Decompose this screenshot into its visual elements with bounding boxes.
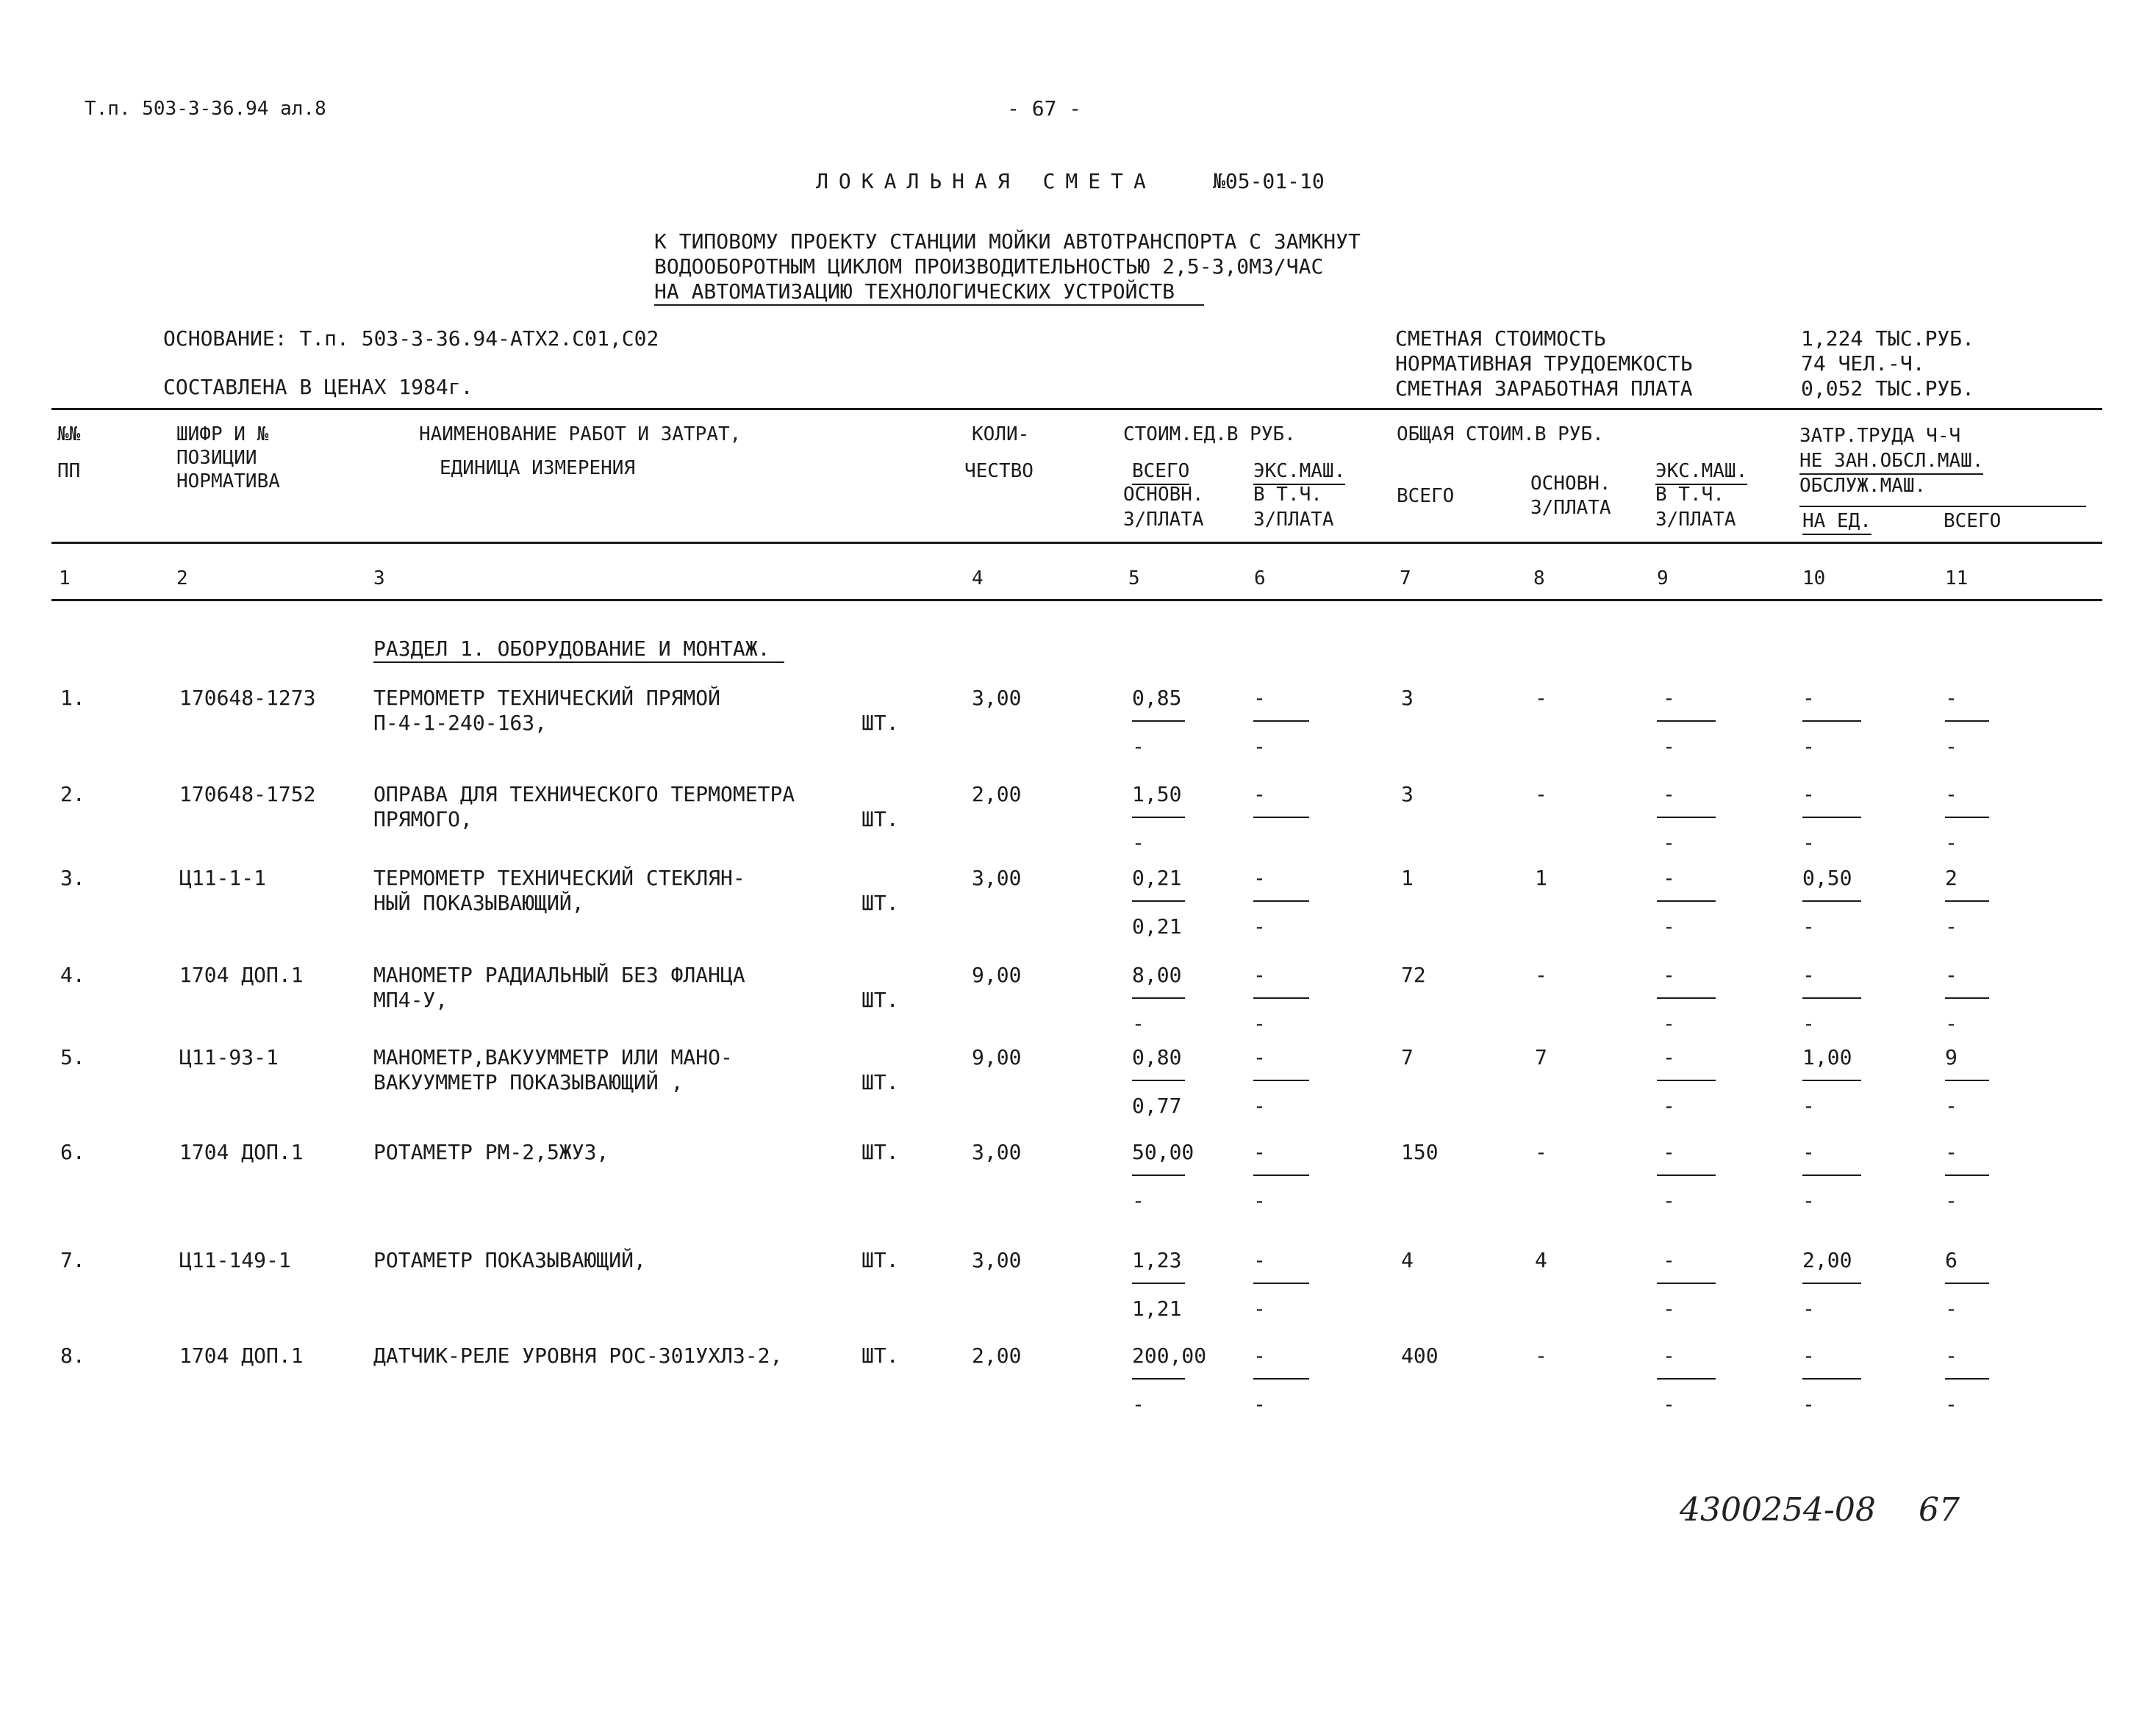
row-4-unit: ШТ. [862, 988, 899, 1012]
row-7-c9: - [1663, 1248, 1675, 1272]
col-code-label-2: ПОЗИЦИИ [176, 447, 257, 469]
handwritten-archive-number: 4300254-08 [1680, 1491, 1876, 1529]
row-6-c11b: - [1945, 1188, 1957, 1213]
row-8-c9b: - [1663, 1392, 1675, 1416]
row-1-code: 170648-1273 [179, 686, 316, 710]
row-6-c5-rule [1132, 1174, 1185, 1176]
row-8-c10b: - [1802, 1392, 1815, 1416]
col9-label-2: В Т.Ч. [1655, 484, 1724, 506]
row-2-c10: - [1802, 782, 1815, 806]
row-3-c8: 1 [1535, 866, 1547, 890]
row-8-c5: 200,00 [1132, 1344, 1207, 1368]
col7-label: ВСЕГО [1397, 485, 1455, 507]
col11-label: ВСЕГО [1944, 510, 2002, 532]
row-4-c5b: - [1132, 1011, 1145, 1036]
row-1-c11-rule [1945, 720, 1989, 722]
row-1-c5b: - [1132, 734, 1145, 758]
row-8-c11b: - [1945, 1392, 1957, 1416]
total-cost-group-label: ОБЩАЯ СТОИМ.В РУБ. [1397, 423, 1604, 445]
row-6-c6: - [1253, 1140, 1266, 1164]
row-2-c9b: - [1663, 831, 1675, 855]
row-7-c10b: - [1802, 1296, 1815, 1321]
row-5-c11b: - [1945, 1094, 1957, 1118]
row-3-name2: НЫЙ ПОКАЗЫВАЮЩИЙ, [373, 891, 584, 915]
row-1-c6-rule [1253, 720, 1309, 722]
row-4-c6: - [1253, 963, 1266, 987]
row-2-n: 2. [60, 782, 85, 806]
row-1-name1: ТЕРМОМЕТР ТЕХНИЧЕСКИЙ ПРЯМОЙ [373, 686, 721, 710]
col-name-label-2: ЕДИНИЦА ИЗМЕРЕНИЯ [440, 457, 636, 479]
col5-label-2: ОСНОВН. [1123, 484, 1204, 506]
row-7-unit: ШТ. [862, 1248, 899, 1272]
row-5-c5b: 0,77 [1132, 1094, 1182, 1118]
row-3-n: 3. [60, 866, 85, 890]
row-8-c9: - [1663, 1344, 1675, 1368]
col-number-7: 7 [1400, 567, 1411, 589]
col-number-9: 9 [1657, 567, 1669, 589]
row-1-c9b: - [1663, 734, 1675, 758]
row-3-c7: 1 [1401, 866, 1414, 890]
row-8-c6b: - [1253, 1392, 1266, 1416]
col6-label-3: З/ПЛАТА [1253, 509, 1334, 531]
row-3-c10-rule [1802, 900, 1861, 902]
row-5-qty: 9,00 [972, 1045, 1022, 1069]
row-8-c10-rule [1802, 1378, 1861, 1380]
row-1-c9-rule [1657, 720, 1716, 722]
subtitle-line-3: НА АВТОМАТИЗАЦИЮ ТЕХНОЛОГИЧЕСКИХ УСТРОЙСТВ [654, 281, 1204, 306]
row-2-c7: 3 [1401, 782, 1414, 806]
price-basis: СОСТАВЛЕНА В ЦЕНАХ 1984г. [163, 375, 473, 399]
row-4-c7: 72 [1401, 963, 1426, 987]
row-6-c9b: - [1663, 1188, 1675, 1213]
row-4-c9b: - [1663, 1011, 1675, 1036]
col-name-label-1: НАИМЕНОВАНИЕ РАБОТ И ЗАТРАТ, [419, 423, 742, 445]
row-4-c10: - [1802, 963, 1815, 987]
estimated-cost-label: СМЕТНАЯ СТОИМОСТЬ [1395, 326, 1606, 351]
row-5-c7: 7 [1401, 1045, 1414, 1069]
page-number: - 67 - [1007, 96, 1082, 121]
row-5-code: Ц11-93-1 [179, 1045, 279, 1069]
row-2-qty: 2,00 [972, 782, 1022, 806]
row-1-c6: - [1253, 686, 1266, 710]
row-2-c5b: - [1132, 831, 1145, 855]
col-number-10: 10 [1802, 567, 1826, 589]
row-7-c6-rule [1253, 1283, 1309, 1284]
row-3-c11b: - [1945, 914, 1957, 939]
row-8-unit: ШТ. [862, 1344, 899, 1368]
row-7-c11-rule [1945, 1283, 1989, 1284]
row-3-c11: 2 [1945, 866, 1957, 890]
handwritten-page-number: 67 [1919, 1491, 1960, 1529]
row-8-c5b: - [1132, 1392, 1145, 1416]
row-6-c10: - [1802, 1140, 1815, 1164]
row-4-c9-rule [1657, 997, 1716, 999]
project-reference: Т.п. 503-3-36.94 ал.8 [85, 98, 326, 120]
row-5-c11: 9 [1945, 1045, 1957, 1069]
header-bottom-rule [51, 542, 2102, 544]
labor-intensity-label: НОРМАТИВНАЯ ТРУДОЕМКОСТЬ [1395, 351, 1693, 376]
row-2-c11-rule [1945, 817, 1989, 818]
row-3-c5: 0,21 [1132, 866, 1182, 890]
row-8-name1: ДАТЧИК-РЕЛЕ УРОВНЯ РОС-301УХЛ3-2, [373, 1344, 783, 1368]
row-3-c10b: - [1802, 914, 1815, 939]
row-5-c9b: - [1663, 1094, 1675, 1118]
row-7-c5: 1,23 [1132, 1248, 1182, 1272]
labor-sub-label-1: НЕ ЗАН.ОБСЛ.МАШ. [1799, 450, 1983, 475]
row-6-c11: - [1945, 1140, 1957, 1164]
col-number-4: 4 [972, 567, 984, 589]
row-7-c10-rule [1802, 1283, 1861, 1284]
row-7-n: 7. [60, 1248, 85, 1272]
row-2-c9-rule [1657, 817, 1716, 818]
row-8-c6: - [1253, 1344, 1266, 1368]
col-number-8: 8 [1533, 567, 1545, 589]
row-8-c11: - [1945, 1344, 1957, 1368]
col6-label-1: ЭКС.МАШ. [1253, 460, 1345, 485]
row-3-c5b: 0,21 [1132, 914, 1182, 939]
row-7-qty: 3,00 [972, 1248, 1022, 1272]
row-5-c11-rule [1945, 1080, 1989, 1081]
row-2-c11b: - [1945, 831, 1957, 855]
row-2-c6-rule [1253, 817, 1309, 818]
row-3-c6-rule [1253, 900, 1309, 902]
row-5-c10: 1,00 [1802, 1045, 1852, 1069]
col-number-1: 1 [59, 567, 71, 589]
subtitle-line-1: К ТИПОВОМУ ПРОЕКТУ СТАНЦИИ МОЙКИ АВТОТРАНСПОРТА С ЗАМКНУТ [654, 229, 1361, 254]
row-4-c9: - [1663, 963, 1675, 987]
col-qty-label-2: ЧЕСТВО [964, 460, 1034, 482]
col5-label-1: ВСЕГО [1132, 460, 1189, 485]
row-8-qty: 2,00 [972, 1344, 1022, 1368]
row-1-c6b: - [1253, 734, 1266, 758]
row-3-c5-rule [1132, 900, 1185, 902]
row-4-code: 1704 ДОП.1 [179, 963, 304, 987]
row-7-c5b: 1,21 [1132, 1296, 1182, 1321]
row-5-name2: ВАКУУММЕТР ПОКАЗЫВАЮЩИЙ , [373, 1070, 684, 1094]
row-7-c6b: - [1253, 1296, 1266, 1321]
col-number-2: 2 [176, 567, 188, 589]
row-6-c5b: - [1132, 1188, 1145, 1213]
row-4-c10-rule [1802, 997, 1861, 999]
row-4-name2: МП4-У, [373, 988, 448, 1012]
col6-label-2: В Т.Ч. [1253, 484, 1322, 506]
row-4-c10b: - [1802, 1011, 1815, 1036]
row-3-c6b: - [1253, 914, 1266, 939]
col-number-6: 6 [1254, 567, 1266, 589]
row-2-c8: - [1535, 782, 1547, 806]
row-1-c10b: - [1802, 734, 1815, 758]
col5-label-3: З/ПЛАТА [1123, 509, 1204, 531]
col10-label: НА ЕД. [1802, 510, 1871, 535]
row-6-c5: 50,00 [1132, 1140, 1194, 1164]
row-1-unit: ШТ. [862, 711, 899, 735]
row-4-name1: МАНОМЕТР РАДИАЛЬНЫЙ БЕЗ ФЛАНЦА [373, 963, 745, 987]
row-5-c5: 0,80 [1132, 1045, 1182, 1069]
row-1-c10-rule [1802, 720, 1861, 722]
estimated-cost-value: 1,224 ТЫС.РУБ. [1801, 326, 1975, 351]
row-1-c5: 0,85 [1132, 686, 1182, 710]
row-2-c6: - [1253, 782, 1266, 806]
row-2-c10b: - [1802, 831, 1815, 855]
col9-label-3: З/ПЛАТА [1655, 509, 1736, 531]
row-2-name1: ОПРАВА ДЛЯ ТЕХНИЧЕСКОГО ТЕРМОМЕТРА [373, 782, 795, 806]
row-6-name1: РОТАМЕТР РМ-2,5ЖУЗ, [373, 1140, 609, 1164]
row-8-c11-rule [1945, 1378, 1989, 1380]
row-7-name1: РОТАМЕТР ПОКАЗЫВАЮЩИЙ, [373, 1248, 646, 1272]
row-3-unit: ШТ. [862, 891, 899, 915]
col-number-5: 5 [1128, 567, 1140, 589]
row-8-c8: - [1535, 1344, 1547, 1368]
row-5-c5-rule [1132, 1080, 1185, 1081]
row-7-c10: 2,00 [1802, 1248, 1852, 1272]
row-8-c10: - [1802, 1344, 1815, 1368]
col-number-11: 11 [1945, 567, 1969, 589]
row-8-n: 8. [60, 1344, 85, 1368]
row-7-c11b: - [1945, 1296, 1957, 1321]
row-7-c9-rule [1657, 1283, 1716, 1284]
row-4-c5: 8,00 [1132, 963, 1182, 987]
col8-label-2: З/ПЛАТА [1530, 497, 1611, 519]
row-4-c6b: - [1253, 1011, 1266, 1036]
row-5-c9: - [1663, 1045, 1675, 1069]
row-1-c10: - [1802, 686, 1815, 710]
row-2-c5-rule [1132, 817, 1185, 818]
row-1-qty: 3,00 [972, 686, 1022, 710]
row-3-c6: - [1253, 866, 1266, 890]
row-6-code: 1704 ДОП.1 [179, 1140, 304, 1164]
row-5-unit: ШТ. [862, 1070, 899, 1094]
row-4-c5-rule [1132, 997, 1185, 999]
row-4-c11b: - [1945, 1011, 1957, 1036]
col-qty-label-1: КОЛИ- [972, 423, 1030, 445]
row-1-c11b: - [1945, 734, 1957, 758]
col-code-label-1: ШИФР И № [176, 423, 269, 445]
section-heading: РАЗДЕЛ 1. ОБОРУДОВАНИЕ И МОНТАЖ. [373, 638, 784, 663]
row-6-c9-rule [1657, 1174, 1716, 1176]
row-5-c6b: - [1253, 1094, 1266, 1118]
row-6-c7: 150 [1401, 1140, 1439, 1164]
basis-reference: ОСНОВАНИЕ: Т.п. 503-3-36.94-АТХ2.С01,С02 [163, 326, 659, 351]
row-2-c11: - [1945, 782, 1957, 806]
row-4-n: 4. [60, 963, 85, 987]
row-8-c5-rule [1132, 1378, 1185, 1380]
row-7-c8: 4 [1535, 1248, 1547, 1272]
labor-intensity-value: 74 ЧЕЛ.-Ч. [1801, 351, 1925, 376]
labor-sub-label-2: ОБСЛУЖ.МАШ. [1799, 475, 1927, 497]
row-3-c9-rule [1657, 900, 1716, 902]
row-7-code: Ц11-149-1 [179, 1248, 291, 1272]
row-6-qty: 3,00 [972, 1140, 1022, 1164]
document-title: ЛОКАЛЬНАЯ СМЕТА [816, 169, 1156, 193]
wage-label: СМЕТНАЯ ЗАРАБОТНАЯ ПЛАТА [1395, 376, 1693, 401]
row-2-code: 170648-1752 [179, 782, 316, 806]
row-5-c6-rule [1253, 1080, 1309, 1081]
row-5-c6: - [1253, 1045, 1266, 1069]
row-8-c6-rule [1253, 1378, 1309, 1380]
row-2-name2: ПРЯМОГО, [373, 807, 473, 831]
row-7-c6: - [1253, 1248, 1266, 1272]
wage-value: 0,052 ТЫС.РУБ. [1801, 376, 1975, 401]
row-4-c11: - [1945, 963, 1957, 987]
row-5-c9-rule [1657, 1080, 1716, 1081]
labor-sub-rule [1799, 506, 2086, 507]
row-8-code: 1704 ДОП.1 [179, 1344, 304, 1368]
row-4-c6-rule [1253, 997, 1309, 999]
row-1-c9: - [1663, 686, 1675, 710]
row-8-c9-rule [1657, 1378, 1716, 1380]
row-6-c11-rule [1945, 1174, 1989, 1176]
row-5-n: 5. [60, 1045, 85, 1069]
row-1-c11: - [1945, 686, 1957, 710]
row-3-qty: 3,00 [972, 866, 1022, 890]
row-8-c7: 400 [1401, 1344, 1439, 1368]
row-3-c10: 0,50 [1802, 866, 1852, 890]
row-2-c10-rule [1802, 817, 1861, 818]
col-number-3: 3 [373, 567, 385, 589]
col9-label-1: ЭКС.МАШ. [1655, 460, 1747, 485]
labor-group-label: ЗАТР.ТРУДА Ч-Ч [1799, 425, 1961, 447]
row-1-n: 1. [60, 686, 85, 710]
row-5-name1: МАНОМЕТР,ВАКУУММЕТР ИЛИ МАНО- [373, 1045, 733, 1069]
row-7-c7: 4 [1401, 1248, 1414, 1272]
col-num-label-2: ПП [57, 460, 81, 482]
row-7-c9b: - [1663, 1296, 1675, 1321]
row-5-c8: 7 [1535, 1045, 1547, 1069]
row-6-c6-rule [1253, 1174, 1309, 1176]
row-1-c7: 3 [1401, 686, 1414, 710]
row-7-c11: 6 [1945, 1248, 1957, 1272]
unit-cost-group-label: СТОИМ.ЕД.В РУБ. [1123, 423, 1296, 445]
row-1-c8: - [1535, 686, 1547, 710]
row-6-unit: ШТ. [862, 1140, 899, 1164]
row-6-c9: - [1663, 1140, 1675, 1164]
row-1-c5-rule [1132, 720, 1185, 722]
subtitle-line-2: ВОДООБОРОТНЫМ ЦИКЛОМ ПРОИЗВОДИТЕЛЬНОСТЬЮ 2,5-3,0М3/ЧАС [654, 254, 1324, 279]
col-num-label: №№ [57, 423, 81, 445]
row-6-c10-rule [1802, 1174, 1861, 1176]
row-6-n: 6. [60, 1140, 85, 1164]
row-3-c9b: - [1663, 914, 1675, 939]
row-3-code: Ц11-1-1 [179, 866, 267, 890]
row-4-c11-rule [1945, 997, 1989, 999]
row-5-c10b: - [1802, 1094, 1815, 1118]
row-7-c5-rule [1132, 1283, 1185, 1284]
row-3-c9: - [1663, 866, 1675, 890]
table-top-rule [51, 408, 2102, 410]
column-numbers-rule [51, 599, 2102, 601]
col-code-label-3: НОРМАТИВА [176, 470, 280, 492]
row-6-c8: - [1535, 1140, 1547, 1164]
row-3-name1: ТЕРМОМЕТР ТЕХНИЧЕСКИЙ СТЕКЛЯН- [373, 866, 745, 890]
row-3-c11-rule [1945, 900, 1989, 902]
row-6-c6b: - [1253, 1188, 1266, 1213]
row-4-qty: 9,00 [972, 963, 1022, 987]
row-2-c5: 1,50 [1132, 782, 1182, 806]
row-5-c10-rule [1802, 1080, 1861, 1081]
estimate-number: №05-01-10 [1213, 169, 1325, 193]
row-6-c10b: - [1802, 1188, 1815, 1213]
row-2-c9: - [1663, 782, 1675, 806]
row-1-name2: П-4-1-240-163, [373, 711, 548, 735]
row-2-unit: ШТ. [862, 807, 899, 831]
col8-label-1: ОСНОВН. [1530, 473, 1611, 495]
row-4-c8: - [1535, 963, 1547, 987]
